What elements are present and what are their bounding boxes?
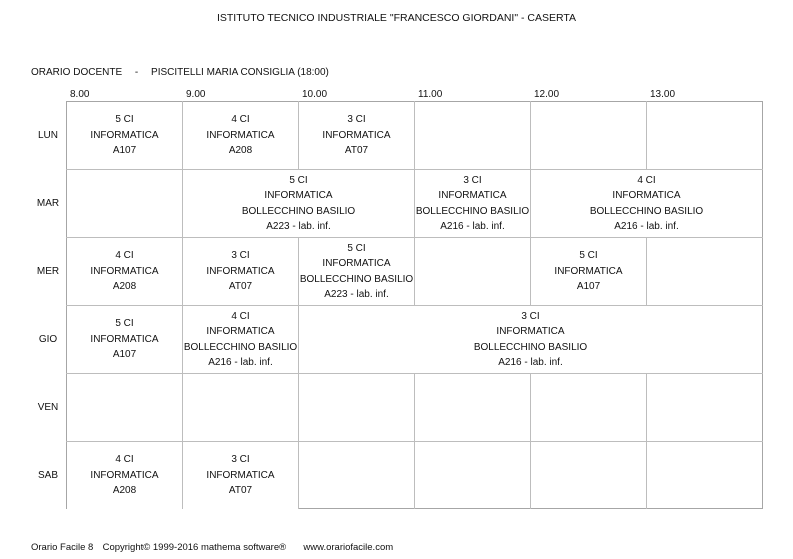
lesson-class: 4 CI — [115, 250, 134, 262]
lesson-subject: INFORMATICA — [554, 265, 623, 277]
lesson-subject: INFORMATICA — [438, 190, 507, 201]
lesson-class: 3 CI — [463, 174, 482, 186]
lesson-room: A107 — [112, 145, 137, 157]
lesson-subject: INFORMATICA — [322, 129, 391, 141]
lesson-class: 4 CI — [231, 310, 250, 322]
lesson-subject: INFORMATICA — [612, 190, 681, 201]
time-label: 9.00 — [186, 89, 206, 100]
lesson-teacher: BOLLECCHINO BASILIO — [589, 205, 704, 217]
lesson-room: A107 — [112, 349, 137, 361]
lesson-room: A208 — [228, 145, 253, 157]
copyright: Copyright© 1999-2016 mathema software® — [102, 542, 287, 553]
lesson-class: 4 CI — [231, 114, 250, 126]
lesson-room: A107 — [576, 281, 601, 293]
lesson-class: 5 CI — [289, 174, 308, 186]
lesson-class: 5 CI — [115, 114, 134, 126]
lesson-cell — [531, 238, 646, 305]
lesson-teacher: BOLLECCHINO BASILIO — [473, 341, 588, 353]
lesson-class: 3 CI — [521, 310, 540, 322]
grid-line — [66, 373, 763, 374]
day-label: MER — [36, 266, 60, 277]
lesson-cell — [183, 102, 298, 169]
timetable-label: ORARIO DOCENTE — [31, 67, 123, 78]
lesson-cell — [299, 306, 762, 373]
time-label: 12.00 — [534, 89, 560, 100]
lesson-room: A216 - lab. inf. — [498, 357, 563, 368]
lesson-class: 3 CI — [231, 250, 250, 262]
lesson-room: A216 - lab. inf. — [208, 357, 273, 368]
lesson-teacher: BOLLECCHINO BASILIO — [415, 205, 530, 217]
day-label: GIO — [38, 334, 58, 345]
lesson-cell — [67, 102, 182, 169]
time-label: 13.00 — [650, 89, 676, 100]
lesson-teacher: BOLLECCHINO BASILIO — [299, 273, 414, 285]
lesson-subject: INFORMATICA — [206, 129, 275, 141]
day-label: VEN — [37, 402, 59, 413]
lesson-cell — [67, 306, 182, 373]
lesson-subject: INFORMATICA — [322, 258, 391, 269]
lesson-cell — [183, 442, 298, 509]
lesson-cell — [299, 238, 414, 305]
lesson-cell — [183, 238, 298, 305]
lesson-cell — [67, 442, 182, 509]
lesson-room: AT07 — [344, 145, 369, 157]
lesson-class: 5 CI — [115, 318, 134, 330]
day-label: LUN — [37, 130, 58, 141]
lesson-subject: INFORMATICA — [90, 333, 159, 345]
lesson-room: A216 - lab. inf. — [614, 221, 679, 232]
lesson-class: 3 CI — [231, 454, 250, 466]
day-label: SAB — [37, 470, 58, 481]
lesson-cell — [183, 306, 298, 373]
lesson-room: AT07 — [228, 281, 253, 293]
day-label: MAR — [36, 198, 60, 209]
lesson-subject: INFORMATICA — [206, 469, 275, 481]
footer — [31, 542, 393, 553]
lesson-subject: INFORMATICA — [206, 326, 275, 337]
lesson-room: AT07 — [228, 485, 253, 497]
time-label: 10.00 — [302, 89, 328, 100]
lesson-subject: INFORMATICA — [90, 469, 159, 481]
lesson-class: 3 CI — [347, 114, 366, 126]
lesson-room: A208 — [112, 281, 137, 293]
lesson-room: A223 - lab. inf. — [266, 221, 331, 232]
time-label: 8.00 — [70, 89, 90, 100]
lesson-subject: INFORMATICA — [90, 265, 159, 277]
lesson-teacher: BOLLECCHINO BASILIO — [183, 341, 298, 353]
lesson-room: A216 - lab. inf. — [440, 221, 505, 232]
software-name: Orario Facile 8 — [31, 542, 94, 553]
teacher-header — [31, 67, 329, 78]
lesson-class: 4 CI — [115, 454, 134, 466]
lesson-teacher: BOLLECCHINO BASILIO — [241, 205, 356, 217]
lesson-room: A223 - lab. inf. — [324, 289, 389, 300]
teacher-hours: (18:00) — [297, 67, 329, 78]
lesson-class: 4 CI — [637, 174, 656, 186]
lesson-cell — [183, 170, 414, 237]
page-title: ISTITUTO TECNICO INDUSTRIALE "FRANCESCO GIORDANI" - CASERTA — [216, 12, 577, 24]
lesson-cell — [67, 238, 182, 305]
header-separator: - — [134, 67, 139, 78]
lesson-class: 5 CI — [579, 250, 598, 262]
lesson-cell — [415, 170, 530, 237]
lesson-cell — [531, 170, 762, 237]
lesson-subject: INFORMATICA — [90, 129, 159, 141]
lesson-subject: INFORMATICA — [496, 326, 565, 337]
website-link[interactable]: www.orariofacile.com — [303, 542, 394, 553]
time-label: 11.00 — [418, 89, 443, 100]
teacher-name: PISCITELLI MARIA CONSIGLIA — [151, 67, 295, 78]
lesson-room: A208 — [112, 485, 137, 497]
lesson-subject: INFORMATICA — [206, 265, 275, 277]
lesson-class: 5 CI — [347, 242, 366, 254]
lesson-subject: INFORMATICA — [264, 190, 333, 201]
lesson-cell — [299, 102, 414, 169]
